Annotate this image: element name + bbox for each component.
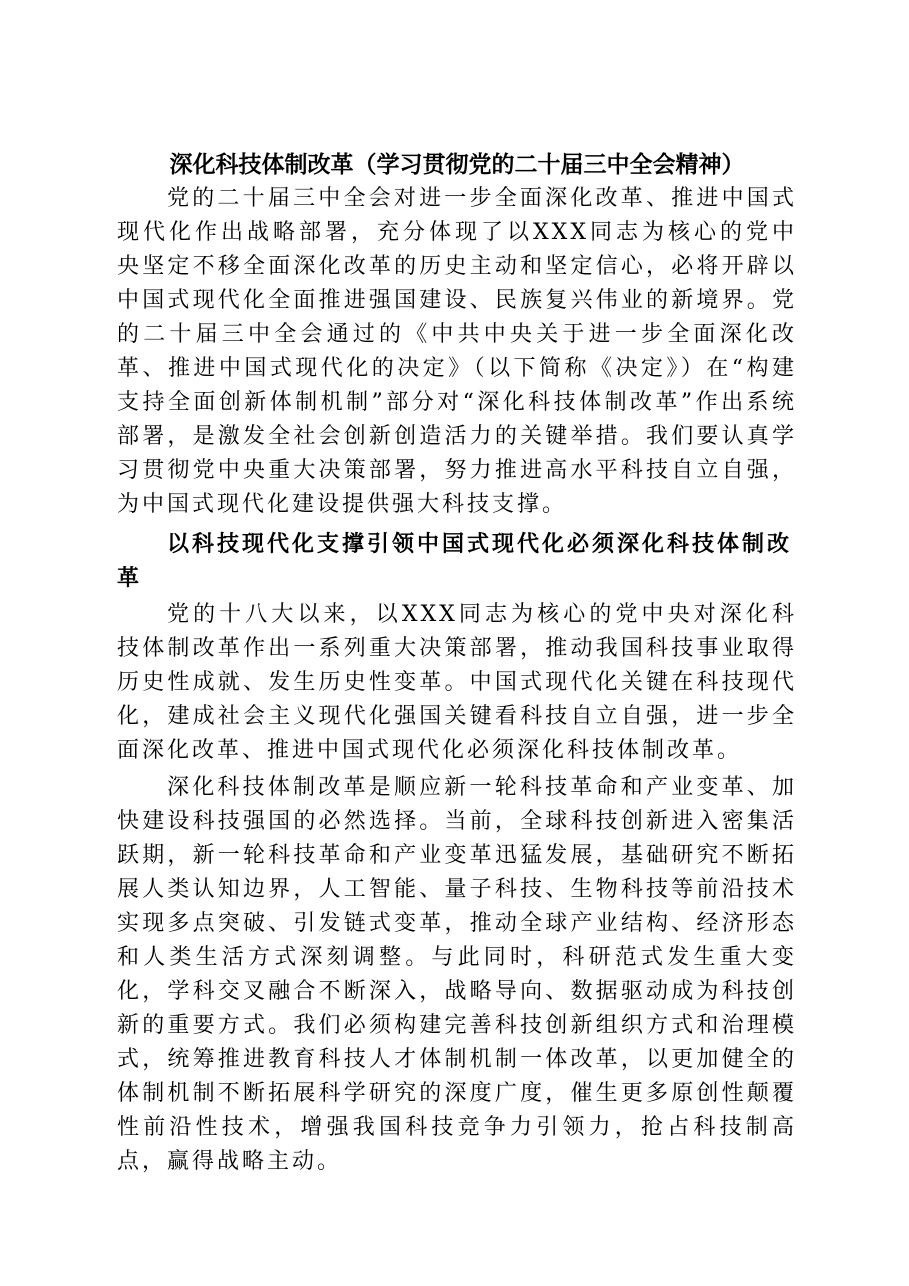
document-body <box>117 148 797 1179</box>
section-heading: 以科技现代化支撑引领中国式现代化必须深化科技体制改革 <box>117 531 793 591</box>
document-title: 深化科技体制改革（学习贯彻党的二十届三中全会精神） <box>169 151 745 178</box>
body-paragraph: 深化科技体制改革是顺应新一轮科技革命和产业变革、加快建设科技强国的必然选择。当前，全球科技创新进入密集活跃期，新一轮科技革命和产业变革迅猛发展，基础研究不断拓展人类认知边界，人工智能、量子科技、生物科技等前沿技术实现多点突破、引发链式变革，推动全球产业结构、经济形态和人类生活方式深刻调整。与此同时，科研范式发生重大变化，学科交叉融合不断深入，战略导向、数据驱动成为科技创新的重要方式。我们必须构建完善科技创新组织方式和治理模式，统筹推进教育科技人才体制机制一体改革，以更加健全的体制机制不断拓展科学研究的深度广度，催生更多原创性颠覆性前沿性技术，增强我国科技竞争力引领力，抢占科技制高点，赢得战略主动。 <box>117 775 797 1174</box>
intro-paragraph: 党的二十届三中全会对进一步全面深化改革、推进中国式现代化作出战略部署，充分体现了以XXX同志为核心的党中央坚定不移全面深化改革的历史主动和坚定信心，必将开辟以中国式现代化全面推进强国建设、民族复兴伟业的新境界。党的二十届三中全会通过的《中共中央关于进一步全面深化改革、推进中国式现代化的决定》（以下简称《决定》）在“构建支持全面创新体制机制”部分对“深化科技体制改革”作出系统部署，是激发全社会创新创造活力的关键举措。我们要认真学习贯彻党中央重大决策部署，努力推进高水平科技自立自强，为中国式现代化建设提供强大科技支撑。 <box>117 186 797 517</box>
body-paragraph: 党的十八大以来，以XXX同志为核心的党中央对深化科技体制改革作出一系列重大决策部署，推动我国科技事业取得历史性成就、发生历史性变革。中国式现代化关键在科技现代化，建成社会主义现代化强国关键看科技自立自强，进一步全面深化改革、推进中国式现代化必须深化科技体制改革。 <box>117 602 797 763</box>
